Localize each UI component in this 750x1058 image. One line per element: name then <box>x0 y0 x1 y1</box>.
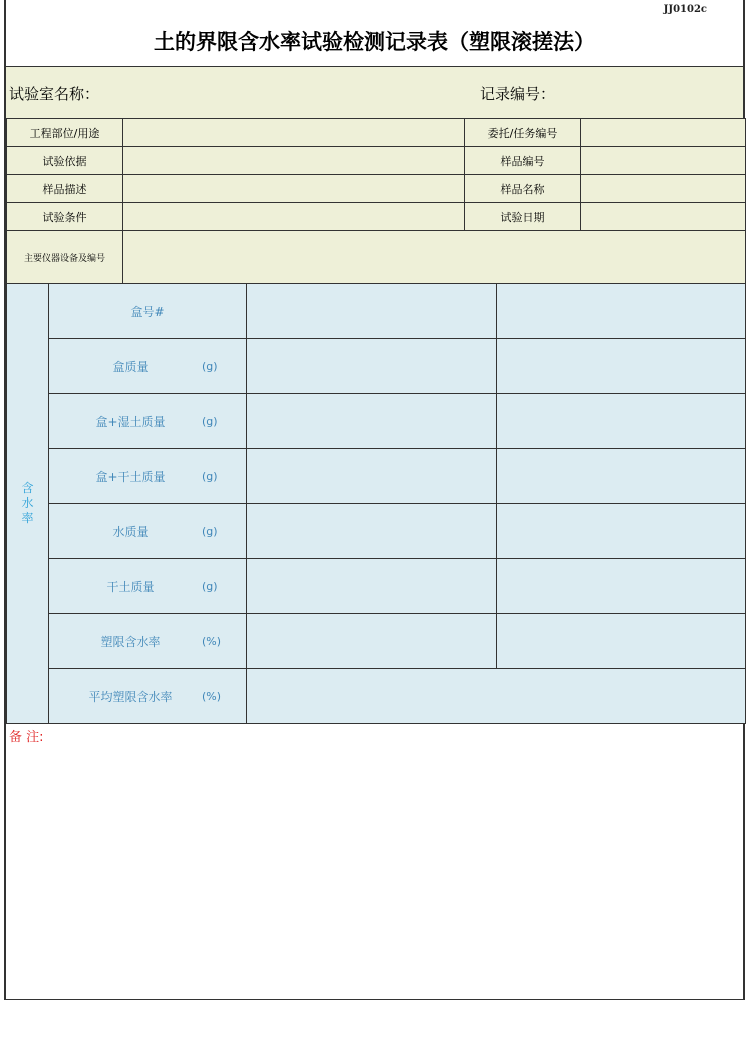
bottom-border <box>6 999 743 1000</box>
cell-box-no-2[interactable] <box>497 284 746 339</box>
cell-dry-mass-box-2[interactable] <box>497 449 746 504</box>
record-sheet <box>4 0 745 1000</box>
project-field[interactable] <box>123 119 465 147</box>
header-band <box>6 66 743 120</box>
section-label-moisture: 含 水 率 <box>7 284 49 724</box>
cell-plastic-limit-1[interactable] <box>247 614 497 669</box>
sample-desc-label: 样品描述 <box>7 175 123 203</box>
row-label-avg-plastic-limit: 平均塑限含水率 (%) <box>49 669 247 724</box>
equipment-field[interactable] <box>123 231 746 285</box>
condition-label: 试验条件 <box>7 203 123 231</box>
equipment-label: 主要仪器设备及编号 <box>7 231 123 285</box>
row-label-water-mass: 水质量 (g) <box>49 504 247 559</box>
sample-name-label: 样品名称 <box>465 175 581 203</box>
cell-dry-soil-mass-2[interactable] <box>497 559 746 614</box>
sample-no-field[interactable] <box>581 147 746 175</box>
cell-water-mass-2[interactable] <box>497 504 746 559</box>
sample-name-field[interactable] <box>581 175 746 203</box>
cell-box-mass-1[interactable] <box>247 339 497 394</box>
cell-water-mass-1[interactable] <box>247 504 497 559</box>
cell-avg-plastic-limit[interactable] <box>247 669 746 724</box>
lab-name-label: 试验室名称： <box>9 85 100 103</box>
row-label-box-no: 盒号# <box>49 284 247 339</box>
test-date-field[interactable] <box>581 203 746 231</box>
row-label-box-mass: 盒质量 (g) <box>49 339 247 394</box>
form-code: JJ0102c <box>663 4 707 15</box>
basis-label: 试验依据 <box>7 147 123 175</box>
project-label: 工程部位/用途 <box>7 119 123 147</box>
cell-box-no-1[interactable] <box>247 284 497 339</box>
row-label-plastic-limit: 塑限含水率 (%) <box>49 614 247 669</box>
info-table <box>6 118 746 285</box>
remark-label: 备 注: <box>9 730 44 745</box>
condition-field[interactable] <box>123 203 465 231</box>
row-label-dry-soil-mass: 干土质量 (g) <box>49 559 247 614</box>
basis-field[interactable] <box>123 147 465 175</box>
cell-plastic-limit-2[interactable] <box>497 614 746 669</box>
cell-box-mass-2[interactable] <box>497 339 746 394</box>
sample-desc-field[interactable] <box>123 175 465 203</box>
cell-dry-soil-mass-1[interactable] <box>247 559 497 614</box>
record-number-label: 记录编号： <box>480 85 556 103</box>
cell-dry-mass-box-1[interactable] <box>247 449 497 504</box>
test-date-label: 试验日期 <box>465 203 581 231</box>
row-label-wet-mass: 盒+湿土质量 (g) <box>49 394 247 449</box>
cell-wet-mass-1[interactable] <box>247 394 497 449</box>
cell-wet-mass-2[interactable] <box>497 394 746 449</box>
row-label-dry-mass-box: 盒+干土质量 (g) <box>49 449 247 504</box>
commission-field[interactable] <box>581 119 746 147</box>
sample-no-label: 样品编号 <box>465 147 581 175</box>
moisture-table <box>6 283 746 724</box>
page-title: 土的界限含水率试验检测记录表（塑限滚搓法） <box>154 29 595 54</box>
commission-label: 委托/任务编号 <box>465 119 581 147</box>
